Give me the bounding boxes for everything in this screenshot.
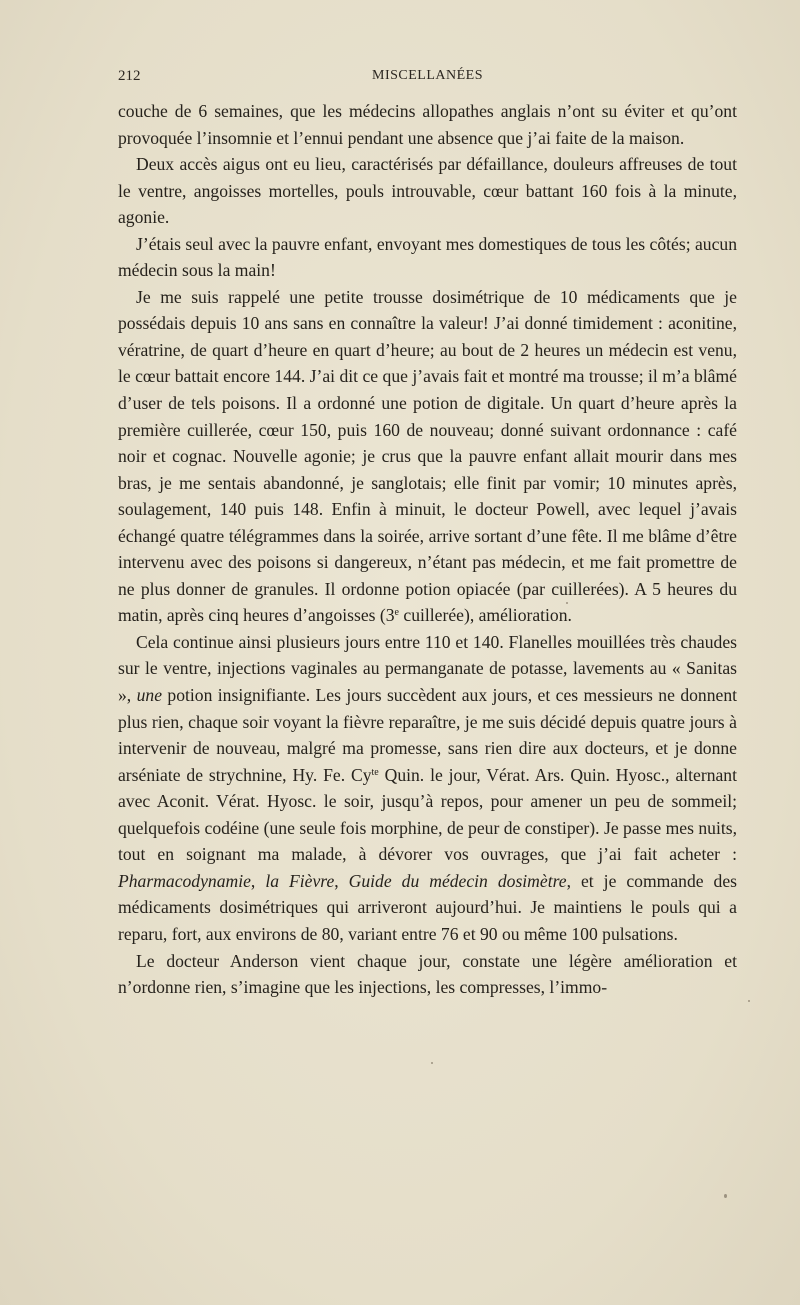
running-head: MISCELLANÉES: [372, 68, 483, 83]
text-run: Le docteur Anderson vient chaque jour, constate une légère amélioration et n’ordonne rien, s’imagine que les injections, les compresses, l’immo-: [118, 950, 737, 998]
italic-text: Pharmacodynamie: [118, 870, 251, 891]
superscript: e: [394, 607, 399, 619]
text-run: potion insignifiante. Les jours succèdent aux jours, et ces messieurs ne donnent plus rien, chaque soir voyant la fièvre reparaître, je me suis décidé depuis quatre jours à intervenir de nouveau, malgré ma promesse, sans rien dire aux docteurs, et je donne arséniate de strychnine, Hy. Fe. Cy: [118, 685, 738, 785]
paragraph-p2: [118, 151, 737, 231]
text-run: couche de 6 semaines, que les médecins allopathes anglais n’ont su éviter et qu’ont provoquée l’insomnie et l’ennui pendant une absence que j’ai faite de la maison.: [118, 101, 737, 148]
text-run: Je me suis rappelé une petite trousse dosimétrique de 10 médicaments que je possédais depuis 10 ans sans en connaître la valeur! J’ai donné timidement : aconitine, vératrine, de quart d’heure en quart d’heure; au bout de 2 heures un médecin est venu, le cœur battait encore 144. J’ai dit ce que j’avais fait et montré ma trousse; il m’a blâmé d’user de tels poisons. Il a ordonné une potion de digitale. Un quart d’heure après la première cuillerée, cœur 150, puis 160 de nouveau; donné suivant ordonnance : café noir et cognac. Nouvelle agonie; je crus que la pauvre enfant allait mourir dans mes bras, je me sentais abandonné, je sanglotais; elle finit par vomir; 10 minutes après, soulagement, 140 puis 148. Enfin à minuit, le docteur Powell, avec lequel j’avais échangé quatre télégrammes dans la soirée, arrive sortant d’une fête. Il me blâme d’être intervenu avec des poisons si dangereux, n’étant pas médecin, et me fait promettre de ne plus donner de granules. Il ordonne potion opiacée (par cuillerées). A 5 heures du matin, après cinq heures d’angoisses (3: [118, 286, 737, 626]
page-number: 212: [118, 68, 141, 84]
text-run: Deux accès aigus ont eu lieu, caractérisés par défaillance, douleurs affreuses de tout le ventre, angoisses mortelles, pouls introuvable, cœur battant 160 fois à la minute, agonie.: [118, 154, 737, 228]
text-run: J’étais seul avec la pauvre enfant, envoyant mes domestiques de tous les côtés; aucun médecin sous la main!: [118, 233, 737, 281]
superscript: te: [371, 766, 379, 778]
page-header: [118, 68, 737, 90]
text-run: Quin. le jour, Vérat. Ars. Quin. Hyosc., alternant avec Aconit. Vérat. Hyosc. le soir, jusqu’à repos, pour amener un peu de sommeil; quelquefois codéine (une seule fois morphine, de peur de constiper). Je passe mes nuits, tout en soignant ma malade, à dévorer vos ouvrages, que j’ai fait acheter :: [118, 764, 737, 865]
body-text: [118, 98, 737, 1001]
text-run: cuillerée), amélioration.: [399, 605, 572, 626]
text-run: , et je commande des médicaments dosimétriques qui arriveront aujourd’hui. Je maintiens le pouls qui a reparu, fort, aux environs de 80, variant entre 76 et 90 ou même 100 pulsations.: [118, 870, 738, 944]
italic-text: la Fièvre: [265, 870, 335, 891]
italic-text: Guide du médecin dosimètre: [348, 870, 567, 891]
paragraph-p1: [118, 98, 737, 151]
text-run: ,: [250, 870, 266, 891]
text-run: Cela continue ainsi plusieurs jours entre 110 et 140. Flanelles mouillées très chaudes sur le ventre, injections vaginales au permanganate de potasse, lavements au « Sanitas »,: [118, 631, 737, 706]
italic-text: une: [136, 685, 163, 706]
paragraph-p5: [118, 629, 737, 948]
text-run: ,: [334, 870, 349, 891]
paragraph-p6: [118, 948, 737, 1001]
paragraph-p3: [118, 231, 737, 284]
paragraph-p4: [118, 284, 737, 629]
